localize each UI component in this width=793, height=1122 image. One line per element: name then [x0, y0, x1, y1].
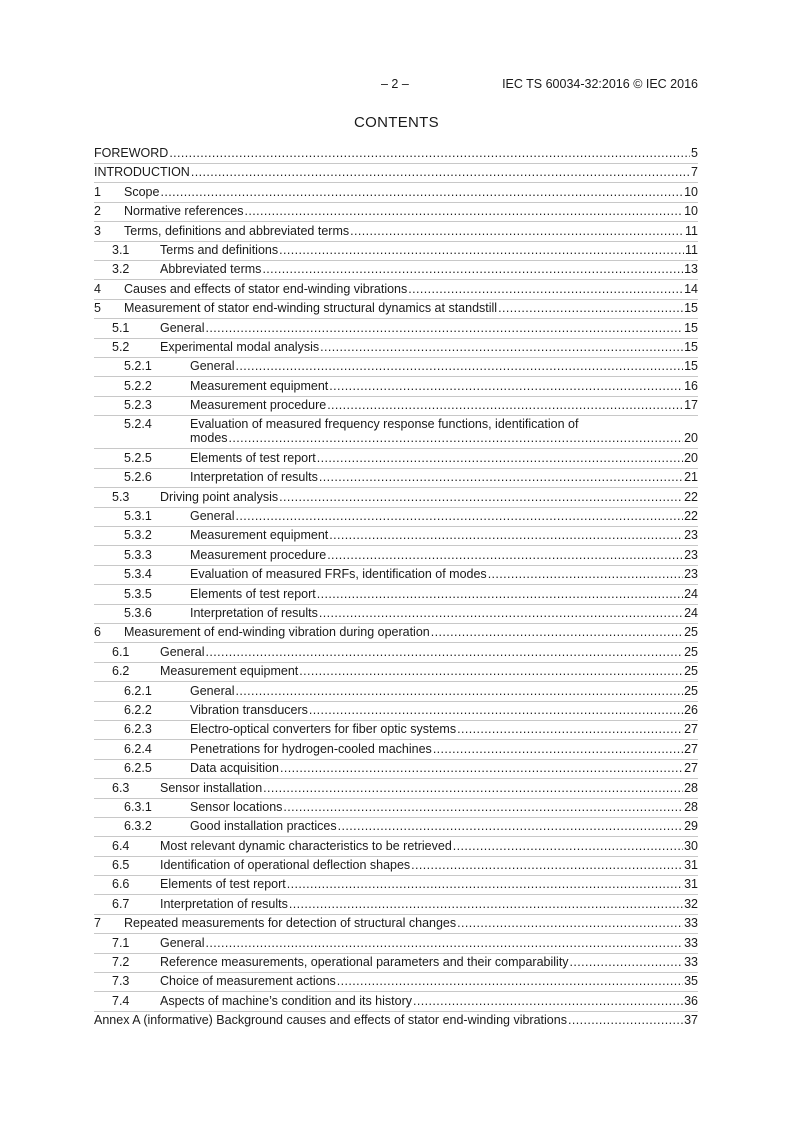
toc-entry-title: Abbreviated terms: [160, 262, 262, 277]
dot-leader: [413, 994, 683, 1008]
toc-entry-title: modes: [190, 431, 228, 446]
toc-entry-number: 5.2.3: [124, 398, 152, 413]
toc-entry-title: Measurement procedure: [190, 547, 327, 562]
toc-entry[interactable]: [94, 722, 698, 736]
dot-leader: [327, 398, 683, 412]
dot-leader: [453, 839, 683, 853]
dot-leader: [287, 877, 683, 891]
toc-entry-number: 5.2.1: [124, 359, 152, 374]
toc-entry-title: Experimental modal analysis: [160, 339, 320, 354]
toc-entry-page: 25: [684, 683, 698, 698]
toc-entry-page: 5: [691, 146, 698, 160]
toc-entry-number: 6.3: [112, 780, 130, 795]
dot-leader: [411, 858, 683, 872]
toc-entry-title: Elements of test report: [160, 877, 286, 892]
toc-entry-title: Penetrations for hydrogen-cooled machines: [190, 741, 432, 756]
dot-leader: [457, 916, 683, 930]
toc-entry[interactable]: [94, 858, 698, 872]
toc-entry[interactable]: [94, 548, 698, 562]
toc-entry-page: 29: [684, 819, 698, 834]
toc-entry[interactable]: [94, 625, 698, 639]
toc-entry-title: Measurement procedure: [190, 398, 327, 413]
toc-entry-title: Causes and effects of stator end-winding vibrations: [124, 281, 408, 296]
toc-entry-number: 3.2: [112, 262, 130, 277]
toc-entry-title: General: [190, 509, 235, 524]
toc-entry-number: 5.3: [112, 489, 130, 504]
toc-entry-number: 6.2.4: [124, 741, 152, 756]
toc-entry[interactable]: [94, 936, 698, 950]
toc-entry-number: 5.3.4: [124, 567, 152, 582]
table-of-contents: [94, 146, 698, 1027]
dot-leader: [337, 974, 683, 988]
toc-entry-title: Sensor installation: [160, 780, 263, 795]
toc-entry-title: Scope: [124, 184, 160, 199]
toc-entry-number: 6.5: [112, 858, 130, 873]
toc-entry[interactable]: [94, 243, 698, 257]
toc-entry-page: 11: [685, 242, 698, 257]
toc-entry[interactable]: [94, 761, 698, 775]
toc-entry-title: Vibration transducers: [190, 702, 308, 717]
toc-entry-title: Interpretation of results: [190, 470, 318, 485]
toc-entry[interactable]: [94, 994, 698, 1008]
toc-entry-page: 13: [684, 262, 698, 277]
toc-entry-number: 3.1: [112, 242, 130, 257]
dot-leader: [289, 897, 683, 911]
toc-entry-page: 10: [684, 204, 698, 219]
toc-entry[interactable]: [94, 819, 698, 833]
toc-entry[interactable]: [94, 839, 698, 853]
dot-leader: [280, 761, 683, 775]
toc-entry-number: 5.3.2: [124, 528, 152, 543]
toc-entry[interactable]: [94, 340, 698, 354]
dot-leader: [169, 146, 690, 160]
dot-leader: [160, 185, 683, 199]
toc-entry-page: 28: [684, 799, 698, 814]
toc-entry-page: 15: [684, 320, 698, 335]
toc-entry-page: 15: [684, 359, 698, 374]
dot-leader: [350, 224, 684, 238]
toc-entry[interactable]: [94, 398, 698, 412]
dot-leader: [235, 359, 683, 373]
dot-leader: [279, 243, 684, 257]
toc-entry-title: Elements of test report: [190, 450, 316, 465]
toc-entry-page: 10: [684, 184, 698, 199]
toc-entry[interactable]: [94, 262, 698, 276]
dot-leader: [568, 1013, 683, 1027]
toc-entry-title: Interpretation of results: [190, 605, 318, 620]
toc-entry-title: Evaluation of measured FRFs, identification of modes: [190, 567, 487, 582]
toc-entry[interactable]: [94, 974, 698, 988]
toc-entry-title: Annex A (informative) Background causes and effects of stator end-winding vibrations: [94, 1013, 567, 1028]
toc-entry[interactable]: [94, 684, 698, 698]
toc-entry-number: 1: [94, 184, 101, 199]
toc-entry[interactable]: [94, 955, 698, 969]
dot-leader: [245, 204, 684, 218]
toc-entry-title: Measurement of stator end-winding structural dynamics at standstill: [124, 301, 498, 316]
toc-entry-title: Reference measurements, operational parameters and their comparability: [160, 955, 569, 970]
toc-entry-page: 36: [684, 993, 698, 1008]
toc-entry-title: FOREWORD: [94, 146, 169, 160]
toc-entry[interactable]: [94, 470, 698, 484]
toc-entry-page: 22: [684, 509, 698, 524]
toc-entry-number: 7.3: [112, 974, 130, 989]
toc-entry[interactable]: [94, 490, 698, 504]
toc-entry-page: 33: [684, 955, 698, 970]
toc-entry[interactable]: [94, 877, 698, 891]
toc-entry-page: 15: [684, 301, 698, 316]
toc-entry-number: 5.3.1: [124, 509, 152, 524]
toc-entry[interactable]: [94, 587, 698, 601]
toc-entry-number: 6.7: [112, 896, 130, 911]
toc-entry-number: 2: [94, 204, 101, 219]
dot-leader: [205, 936, 683, 950]
toc-entry-page: 24: [684, 586, 698, 601]
toc-entry[interactable]: [94, 781, 698, 795]
toc-entry-title: Driving point analysis: [160, 489, 279, 504]
toc-entry-page: 28: [684, 780, 698, 795]
toc-entry-page: 20: [684, 431, 698, 446]
toc-entry-title: General: [190, 683, 235, 698]
toc-entry-title: Interpretation of results: [160, 896, 288, 911]
toc-entry-number: 3: [94, 223, 101, 238]
toc-entry[interactable]: [94, 800, 698, 814]
toc-entry-page: 27: [684, 741, 698, 756]
dot-leader: [457, 722, 683, 736]
toc-entry[interactable]: [94, 664, 698, 678]
toc-entry-title: Elements of test report: [190, 586, 316, 601]
toc-entry-page: 25: [684, 644, 698, 659]
toc-entry-title: Choice of measurement actions: [160, 974, 336, 989]
toc-entry-title: General: [160, 935, 205, 950]
toc-entry-title: General: [160, 320, 205, 335]
toc-entry-title: Measurement of end-winding vibration during operation: [124, 625, 430, 640]
toc-entry-title: General: [160, 644, 205, 659]
toc-entry[interactable]: [94, 645, 698, 659]
toc-entry-number: 6.4: [112, 838, 130, 853]
toc-entry-page: 26: [684, 702, 698, 717]
dot-leader: [317, 451, 683, 465]
toc-entry-number: 6.2.3: [124, 722, 152, 737]
toc-entry-number: 7: [94, 916, 101, 931]
toc-entry-page: 17: [684, 398, 698, 413]
toc-entry-page: 20: [684, 450, 698, 465]
toc-entry[interactable]: [94, 282, 698, 296]
toc-entry-title: Repeated measurements for detection of structural changes: [124, 916, 457, 931]
dot-leader: [317, 587, 683, 601]
toc-entry-title: Normative references: [124, 204, 244, 219]
toc-entry-page: 23: [684, 528, 698, 543]
toc-entry-number: 7.4: [112, 993, 130, 1008]
toc-entry[interactable]: [94, 204, 698, 218]
toc-entry-number: 6.2.1: [124, 683, 152, 698]
dot-leader: [235, 684, 683, 698]
toc-entry-page: 37: [684, 1013, 698, 1028]
page-title: CONTENTS: [354, 114, 439, 131]
toc-entry-page: 16: [684, 378, 698, 393]
toc-entry-number: 5: [94, 301, 101, 316]
toc-entry-page: 23: [684, 567, 698, 582]
toc-entry-number: 6.3.2: [124, 819, 152, 834]
toc-entry[interactable]: [94, 379, 698, 393]
toc-entry-number: 5.3.3: [124, 547, 152, 562]
toc-entry-number: 5.3.6: [124, 605, 152, 620]
dot-leader: [320, 340, 683, 354]
dot-leader: [319, 606, 683, 620]
toc-entry-page: 31: [684, 877, 698, 892]
toc-entry-number: 6: [94, 625, 101, 640]
toc-entry-page: 33: [684, 935, 698, 950]
dot-leader: [570, 955, 684, 969]
dot-leader: [338, 819, 683, 833]
toc-entry-page: 21: [684, 470, 698, 485]
toc-entry[interactable]: [94, 1013, 698, 1027]
toc-entry[interactable]: [94, 528, 698, 542]
toc-entry-number: 5.2.2: [124, 378, 152, 393]
toc-entry-number: 6.1: [112, 644, 130, 659]
toc-entry[interactable]: [94, 185, 698, 199]
toc-entry-number: 6.6: [112, 877, 130, 892]
toc-entry-page: 24: [684, 605, 698, 620]
dot-leader: [263, 781, 683, 795]
toc-entry-title: Evaluation of measured frequency response functions, identification of: [190, 417, 579, 432]
toc-entry-page: 25: [684, 625, 698, 640]
toc-entry-title: Data acquisition: [190, 761, 279, 776]
toc-entry[interactable]: [94, 916, 698, 930]
toc-entry-page: 30: [684, 838, 698, 853]
page-number: – 2 –: [381, 77, 409, 91]
toc-entry-title: General: [190, 359, 235, 374]
dot-leader: [299, 664, 683, 678]
toc-entry-number: 4: [94, 281, 101, 296]
dot-leader: [191, 165, 690, 179]
dot-leader: [408, 282, 683, 296]
toc-entry-title: Terms, definitions and abbreviated terms: [124, 223, 350, 238]
toc-entry-title: Measurement equipment: [190, 378, 329, 393]
toc-entry[interactable]: [94, 146, 698, 160]
toc-entry[interactable]: [94, 417, 698, 445]
toc-entry-number: 5.1: [112, 320, 130, 335]
toc-entry-title: Identification of operational deflection shapes: [160, 858, 411, 873]
toc-entry[interactable]: [94, 301, 698, 315]
toc-entry-page: 14: [684, 281, 698, 296]
toc-entry-number: 5.2: [112, 339, 130, 354]
toc-entry-page: 35: [684, 974, 698, 989]
toc-entry-number: 5.2.6: [124, 470, 152, 485]
dot-leader: [279, 490, 683, 504]
dot-leader: [205, 321, 683, 335]
dot-leader: [431, 625, 683, 639]
dot-leader: [498, 301, 683, 315]
dot-leader: [329, 379, 683, 393]
dot-leader: [329, 528, 683, 542]
toc-entry-number: 6.2.2: [124, 702, 152, 717]
toc-entry-page: 25: [684, 664, 698, 679]
toc-entry-page: 33: [684, 916, 698, 931]
toc-entry[interactable]: [94, 165, 698, 179]
toc-entry[interactable]: [94, 321, 698, 335]
dot-leader: [309, 703, 683, 717]
toc-entry-title: Electro-optical converters for fiber optic systems: [190, 722, 457, 737]
toc-entry[interactable]: [94, 742, 698, 756]
toc-entry-number: 6.3.1: [124, 799, 152, 814]
toc-entry[interactable]: [94, 359, 698, 373]
standard-reference: IEC TS 60034-32:2016 © IEC 2016: [502, 77, 698, 91]
toc-entry-number: 7.2: [112, 955, 130, 970]
toc-entry[interactable]: [94, 451, 698, 465]
toc-entry-page: 11: [685, 223, 698, 238]
toc-entry-title: Sensor locations: [190, 799, 283, 814]
toc-entry[interactable]: [94, 897, 698, 911]
toc-entry-number: 5.2.5: [124, 450, 152, 465]
toc-entry-title: Good installation practices: [190, 819, 337, 834]
toc-entry-page: 15: [684, 339, 698, 354]
toc-entry-title: Most relevant dynamic characteristics to be retrieved: [160, 838, 452, 853]
dot-leader: [488, 567, 683, 581]
toc-entry[interactable]: [94, 606, 698, 620]
dot-leader: [235, 509, 683, 523]
toc-entry[interactable]: [94, 224, 698, 238]
toc-entry-title: Measurement equipment: [190, 528, 329, 543]
toc-entry-page: 22: [684, 489, 698, 504]
dot-leader: [283, 800, 683, 814]
dot-leader: [262, 262, 683, 276]
toc-entry-number: 7.1: [112, 935, 130, 950]
dot-leader: [205, 645, 683, 659]
dot-leader: [319, 470, 683, 484]
toc-entry-number: 5.3.5: [124, 586, 152, 601]
toc-entry-page: 27: [684, 722, 698, 737]
toc-entry-title: Terms and definitions: [160, 242, 279, 257]
toc-entry-page: 23: [684, 547, 698, 562]
toc-entry-page: 27: [684, 761, 698, 776]
toc-entry-title: Aspects of machine’s condition and its history: [160, 993, 412, 1008]
toc-entry-page: 32: [684, 896, 698, 911]
toc-entry-page: 31: [684, 858, 698, 873]
toc-entry-page: 7: [691, 165, 698, 180]
toc-entry-title: INTRODUCTION: [94, 165, 190, 180]
dot-leader: [327, 548, 683, 562]
dot-leader: [433, 742, 683, 756]
toc-entry[interactable]: [94, 703, 698, 717]
toc-entry-title: Measurement equipment: [160, 664, 299, 679]
toc-entry-number: 5.2.4: [124, 417, 152, 432]
toc-entry-number: 6.2.5: [124, 761, 152, 776]
dot-leader: [229, 431, 684, 445]
toc-entry[interactable]: [94, 509, 698, 523]
toc-entry-number: 6.2: [112, 664, 130, 679]
toc-entry[interactable]: [94, 567, 698, 581]
